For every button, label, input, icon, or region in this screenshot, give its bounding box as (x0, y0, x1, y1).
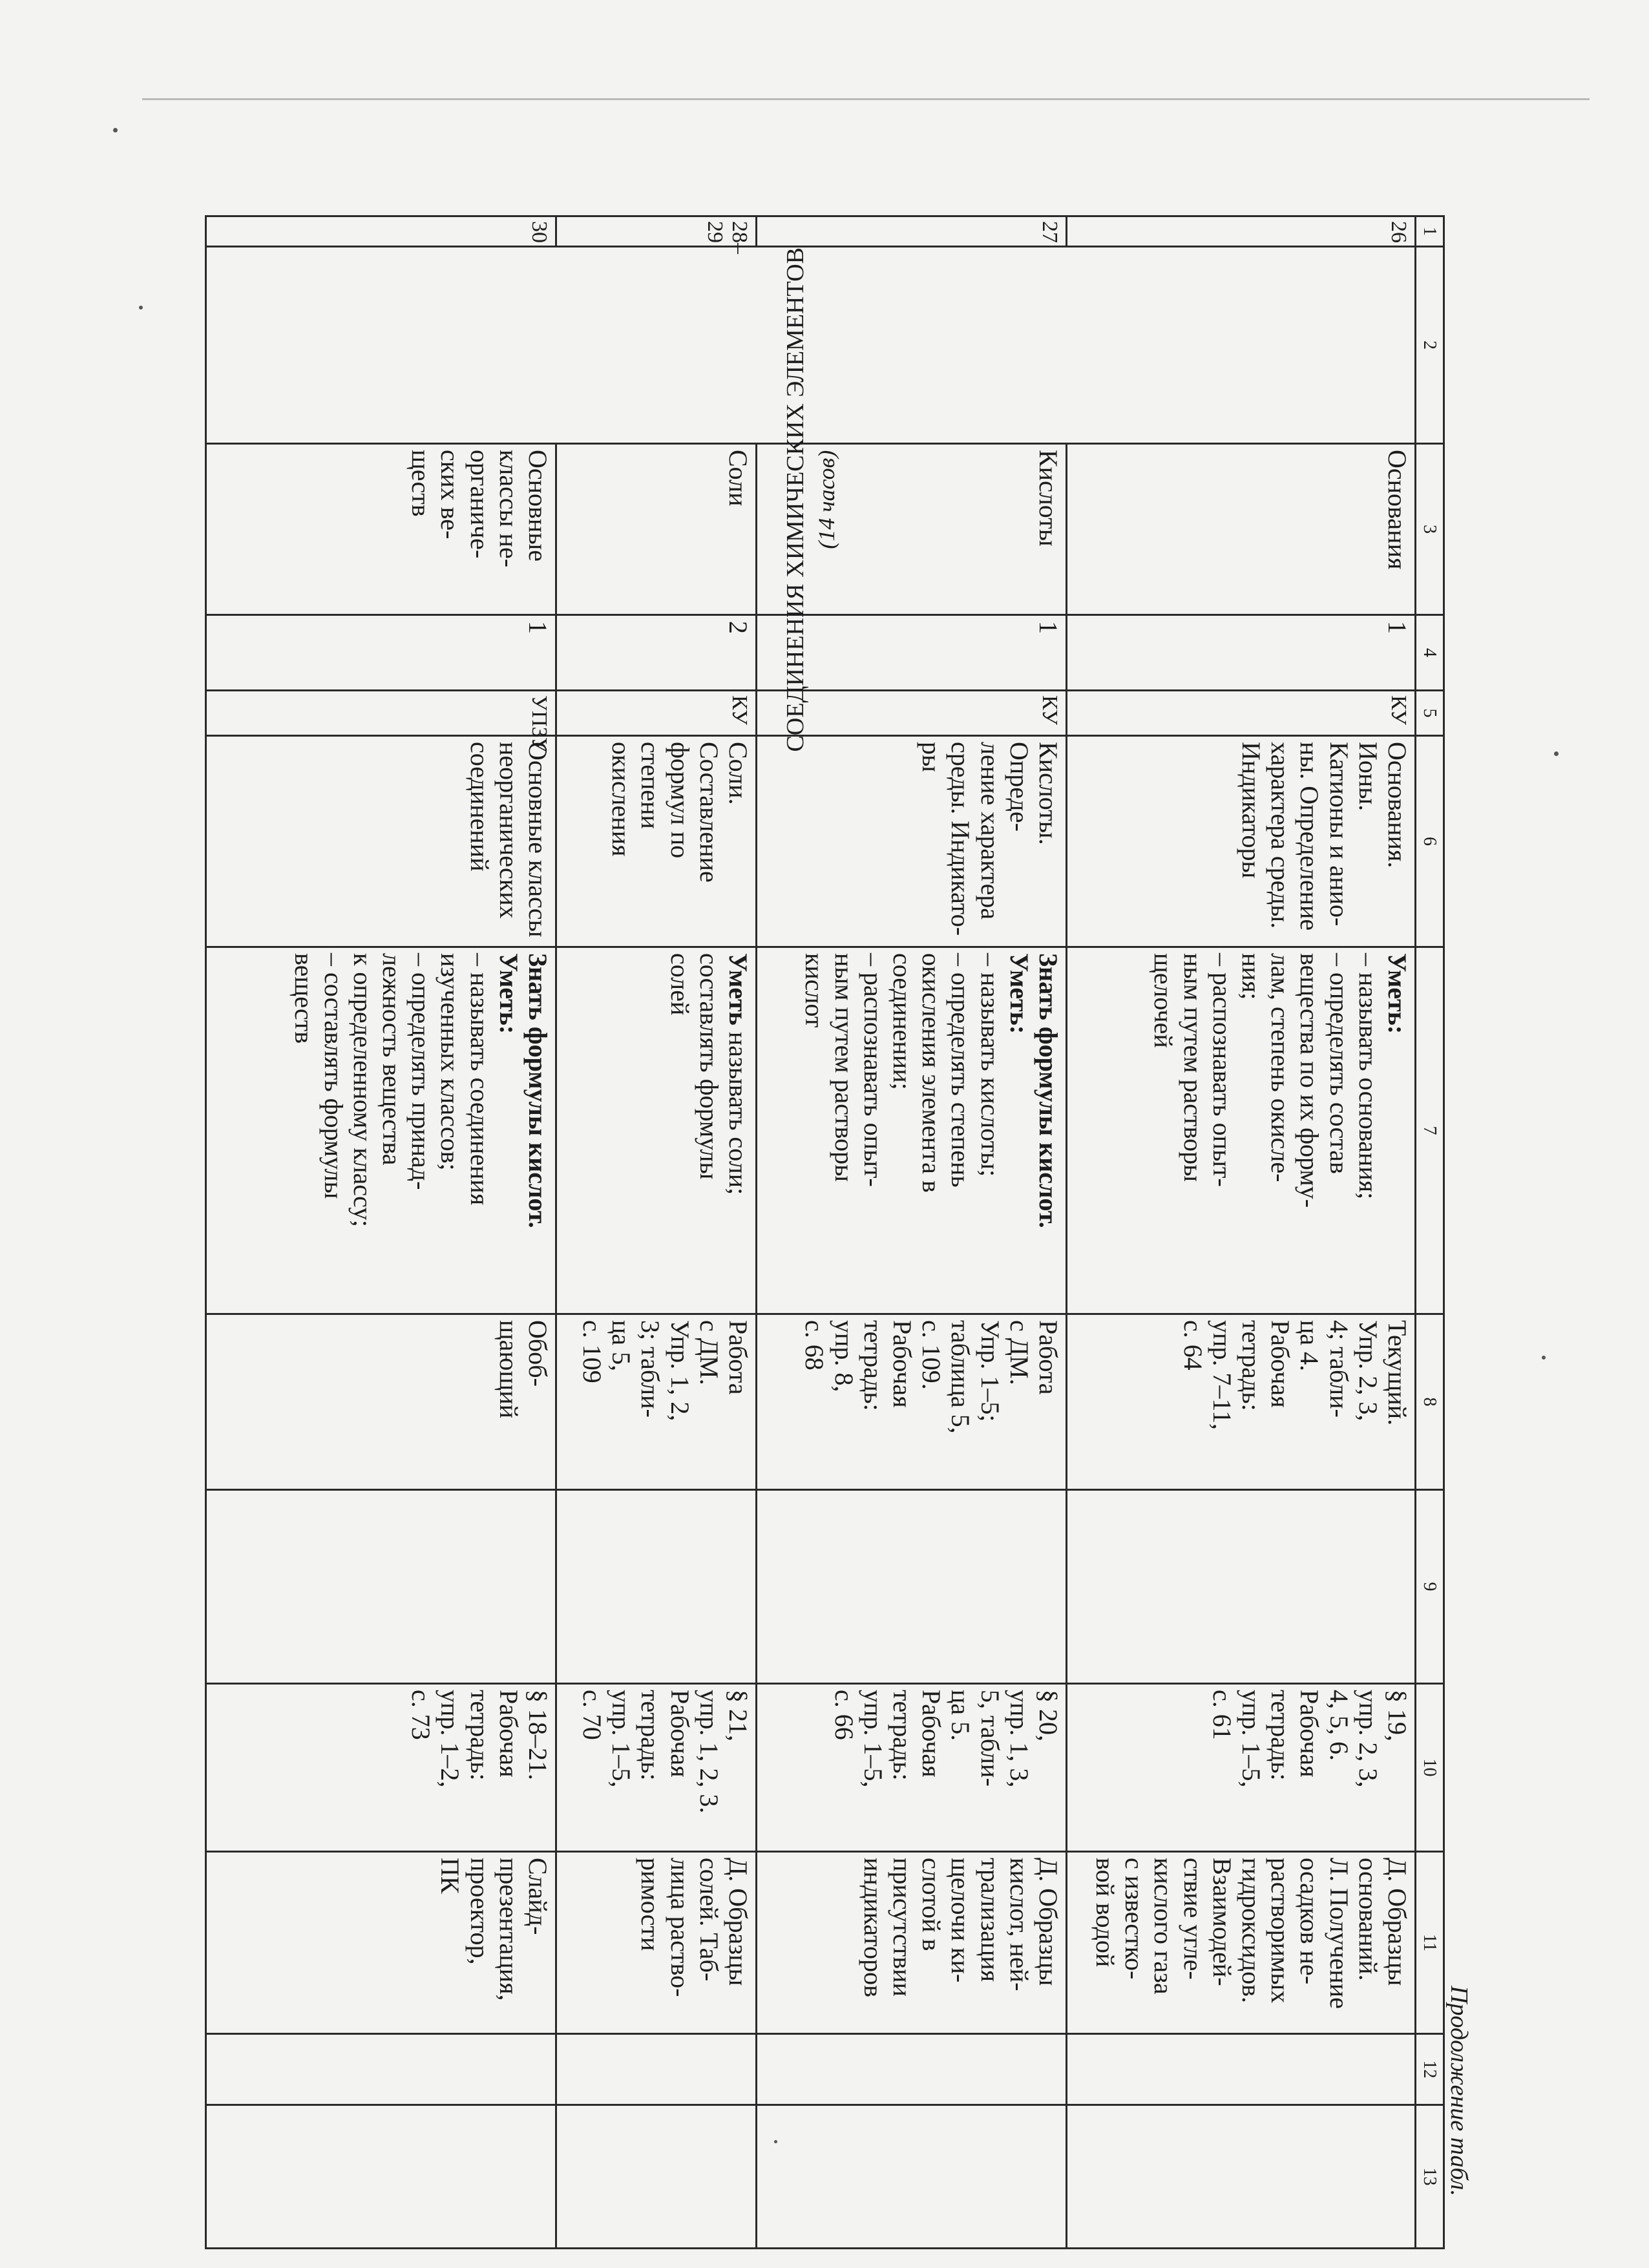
lesson-plan-table (205, 215, 1445, 2249)
lesson-requirements: Знать формулы кислот. Уметь: – называть кислоты; – определять степень окисления элемента в соединении; – распознавать опыт- ным путем растворы кислот (757, 947, 1067, 1314)
empty-cell (1067, 2034, 1416, 2105)
section-hours: (14 часов) (813, 450, 839, 549)
empty-cell (757, 2105, 1067, 2249)
lesson-equipment: Слайд- презентация, проектор, ПК (206, 1852, 556, 2034)
lesson-homework: § 19, упр. 2, 3, 4, 5, 6. Рабочая тетрадь: упр. 1–5, с. 61 (1067, 1684, 1416, 1852)
lesson-topic: Основания (1067, 444, 1416, 615)
empty-cell (556, 2105, 757, 2249)
lesson-equipment: Д. Образцы кислот, ней- трализация щелочи ки- слотой в присутствии индикаторов (757, 1852, 1067, 2034)
lesson-homework: § 21, упр. 1, 2, 3. Рабочая тетрадь: упр. 1–5, с. 70 (556, 1684, 757, 1852)
lesson-requirements: Знать формулы кислот. Уметь: – называть соединения изученных классов; – определять принад- лежность вещества к определенному классу; – составлять формулы веществ (206, 947, 556, 1314)
lesson-hours: 1 (1067, 615, 1416, 691)
lesson-hours: 1 (206, 615, 556, 691)
empty-cell (1067, 2105, 1416, 2249)
column-number: 1 (1416, 216, 1444, 247)
lesson-control: Текущий. Упр. 2, 3, 4; табли- ца 4. Рабочая тетрадь: упр. 7–11, с. 64 (1067, 1314, 1416, 1490)
column-number: 5 (1416, 691, 1444, 736)
lesson-type: КУ (1067, 691, 1416, 736)
scan-speck (1554, 751, 1559, 756)
scan-edge-line (142, 98, 1590, 100)
lesson-content: Основные классы неорганических соединений (206, 736, 556, 947)
scan-speck (1542, 1356, 1546, 1360)
lesson-number: 28–29 (556, 216, 757, 247)
table-row (1067, 216, 1416, 2249)
lesson-hours: 2 (556, 615, 757, 691)
lesson-requirements: Уметь называть соли; составлять формулы солей (556, 947, 757, 1314)
lesson-topic: Основные классы не- органиче- ских ве- ществ (206, 444, 556, 615)
lesson-number: 30 (206, 216, 556, 247)
lesson-requirements: Уметь: – называть основания; – определять состав вещества по их форму- лам, степень окисле- ния; – распознавать опыт- ным путем растворы щелочей (1067, 947, 1416, 1314)
column-number: 8 (1416, 1314, 1444, 1490)
lesson-hours: 1 (757, 615, 1067, 691)
scan-speck (113, 128, 118, 132)
lesson-content: Основания. Ионы. Катионы и анио- ны. Определение характера среды. Индикаторы (1067, 736, 1416, 947)
lesson-number: 26 (1067, 216, 1416, 247)
column-number: 13 (1416, 2105, 1444, 2249)
column-number: 2 (1416, 247, 1444, 444)
empty-cell (1067, 1490, 1416, 1684)
lesson-type: КУ (757, 691, 1067, 736)
lesson-topic: Кислоты (757, 444, 1067, 615)
lesson-homework: § 18–21. Рабочая тетрадь: упр. 1–2, с. 73 (206, 1684, 556, 1852)
lesson-control: Работа с ДМ. Упр. 1–5; таблица 5, с. 109. Рабочая тетрадь: упр. 8, с. 68 (757, 1314, 1067, 1490)
lesson-content: Соли. Составление формул по степени окисления (556, 736, 757, 947)
column-number: 6 (1416, 736, 1444, 947)
lesson-content: Кислоты. Опреде- ление характера среды. Индикато- ры (757, 736, 1067, 947)
scan-speck (139, 306, 143, 310)
empty-cell (757, 2034, 1067, 2105)
rotated-table-wrapper (207, 215, 1477, 2247)
lesson-control: Работа с ДМ. Упр. 1, 2, 3; табли- ца 5, с. 109 (556, 1314, 757, 1490)
section-title: СОЕДИНЕНИЯ ХИМИЧЕСКИХ ЭЛЕМЕНТОВ (781, 247, 809, 752)
column-number: 12 (1416, 2034, 1444, 2105)
lesson-type: УПЗУ (206, 691, 556, 736)
lesson-control: Обоб- щающий (206, 1314, 556, 1490)
column-number-row (1416, 216, 1444, 2249)
column-number: 7 (1416, 947, 1444, 1314)
lesson-number: 27 (757, 216, 1067, 247)
empty-cell (556, 2034, 757, 2105)
empty-cell (757, 1490, 1067, 1684)
lesson-topic: Соли (556, 444, 757, 615)
empty-cell (206, 2105, 556, 2249)
column-number: 10 (1416, 1684, 1444, 1852)
column-number: 4 (1416, 615, 1444, 691)
column-number: 3 (1416, 444, 1444, 615)
empty-cell (556, 1490, 757, 1684)
empty-cell (206, 2034, 556, 2105)
column-number: 11 (1416, 1852, 1444, 2034)
lesson-type: КУ (556, 691, 757, 736)
table-caption: Продолжение табл. (1445, 1986, 1473, 2196)
lesson-equipment: Д. Образцы солей. Таб- лица раство- римости (556, 1852, 757, 2034)
column-number: 9 (1416, 1490, 1444, 1684)
table-row (556, 216, 757, 2249)
lesson-homework: § 20, упр. 1, 3, 5, табли- ца 5. Рабочая тетрадь: упр. 1–5, с. 66 (757, 1684, 1067, 1852)
empty-cell (206, 1490, 556, 1684)
table-row (206, 216, 556, 2249)
lesson-equipment: Д. Образцы оснований. Л. Получение осадков не- растворимых гидроксидов. Взаимодей- ствие угле- кислого газа с известко- вой водой (1067, 1852, 1416, 2034)
